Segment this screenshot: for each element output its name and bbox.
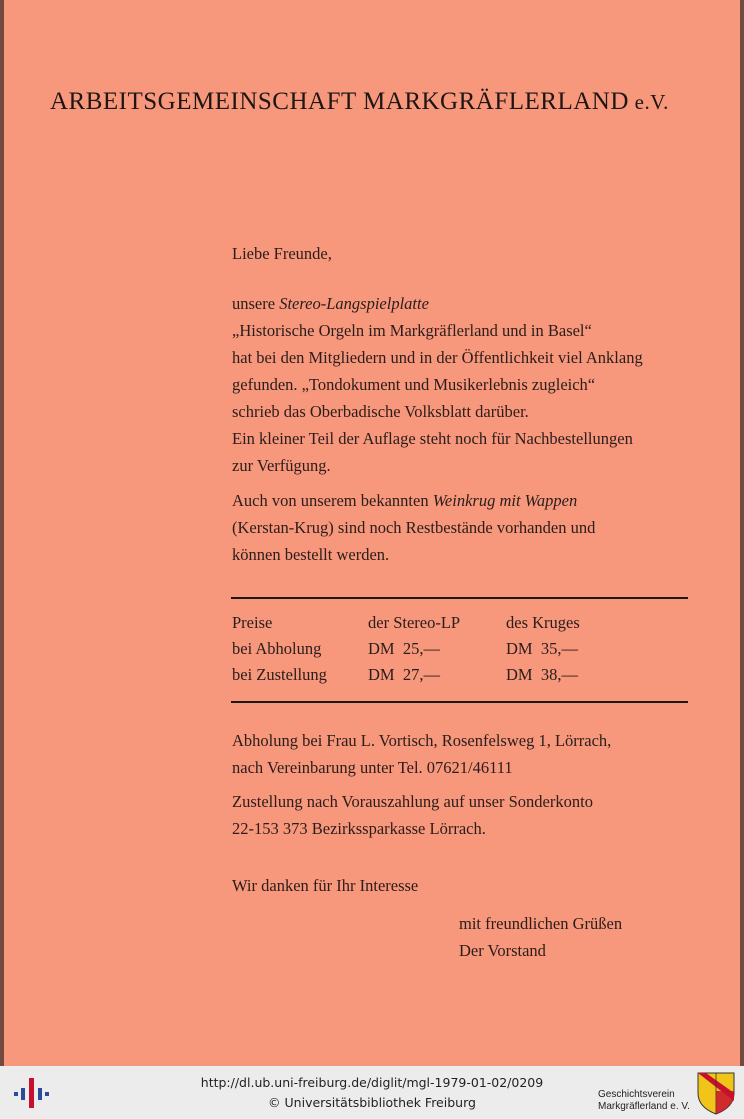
- delivery-line-2: 22-153 373 Bezirkssparkasse Lörrach.: [232, 819, 486, 838]
- p2-line-2: (Kerstan-Krug) sind noch Restbestände vorhanden und: [232, 518, 596, 537]
- p1-line-2: „Historische Orgeln im Markgräflerland und in Basel“: [232, 321, 592, 340]
- p2-line-1-italic: Weinkrug mit Wappen: [432, 491, 578, 510]
- delivery-line-1: Zustellung nach Vorauszahlung auf unser Sonderkonto: [232, 792, 593, 811]
- p1-line-1: [232, 294, 429, 314]
- footer-url[interactable]: http://dl.ub.uni-freiburg.de/diglit/mgl-1979-01-02/0209: [200, 1075, 544, 1090]
- footer-copyright: © Universitätsbibliothek Freiburg: [268, 1095, 476, 1110]
- price-table-top-rule: [231, 597, 688, 599]
- letterhead-suffix: e.V.: [628, 90, 669, 114]
- coat-of-arms-icon: [696, 1071, 736, 1115]
- page-edge-right: [740, 0, 744, 1066]
- pickup-line-1: Abholung bei Frau L. Vortisch, Rosenfelsweg 1, Lörrach,: [232, 731, 612, 750]
- salutation: Liebe Freunde,: [232, 244, 332, 263]
- viewer-footer: [0, 1066, 744, 1119]
- price-row-pickup-label: bei Abholung: [232, 639, 322, 658]
- p1-line-4: gefunden. „Tondokument und Musikerlebnis zugleich“: [232, 375, 596, 394]
- p1-line-6: Ein kleiner Teil der Auflage steht noch für Nachbestellungen: [232, 429, 633, 448]
- price-row-delivery-label: bei Zustellung: [232, 665, 327, 684]
- p2-line-3: können bestellt werden.: [232, 545, 390, 564]
- closing-greeting: mit freundlichen Grüßen: [459, 914, 623, 933]
- price-header-label: Preise: [232, 613, 273, 632]
- page-edge-left: [0, 0, 4, 1066]
- letterhead-main: ARBEITSGEMEINSCHAFT MARKGRÄFLERLAND: [50, 88, 629, 115]
- p1-line-3: hat bei den Mitgliedern und in der Öffentlichkeit viel Anklang: [232, 348, 643, 367]
- thanks-line: Wir danken für Ihr Interesse: [232, 876, 419, 895]
- p1-line-1-italic: Stereo-Langspielplatte: [279, 294, 429, 313]
- p1-line-7: zur Verfügung.: [232, 456, 331, 475]
- price-row-pickup-krug: DM 35,—: [506, 639, 578, 658]
- letterhead: [50, 88, 710, 116]
- p1-line-5: schrieb das Oberbadische Volksblatt darüber.: [232, 402, 529, 421]
- price-row-pickup-lp: DM 25,—: [368, 639, 440, 658]
- p2-line-1: [232, 491, 577, 511]
- footer-org-line-2: Markgräflerland e. V.: [598, 1101, 690, 1112]
- price-header-krug: des Kruges: [506, 613, 580, 632]
- price-row-delivery-lp: DM 27,—: [368, 665, 440, 684]
- pickup-line-2: nach Vereinbarung unter Tel. 07621/46111: [232, 758, 513, 777]
- closing-signature: Der Vorstand: [459, 941, 546, 960]
- p1-line-1-text: unsere: [232, 294, 280, 313]
- price-row-delivery-krug: DM 38,—: [506, 665, 578, 684]
- footer-org: [598, 1089, 690, 1113]
- price-table-bottom-rule: [231, 701, 688, 703]
- price-header-lp: der Stereo-LP: [368, 613, 461, 632]
- footer-org-line-1: Geschichtsverein: [598, 1089, 675, 1100]
- p2-line-1-text: Auch von unserem bekannten: [232, 491, 433, 510]
